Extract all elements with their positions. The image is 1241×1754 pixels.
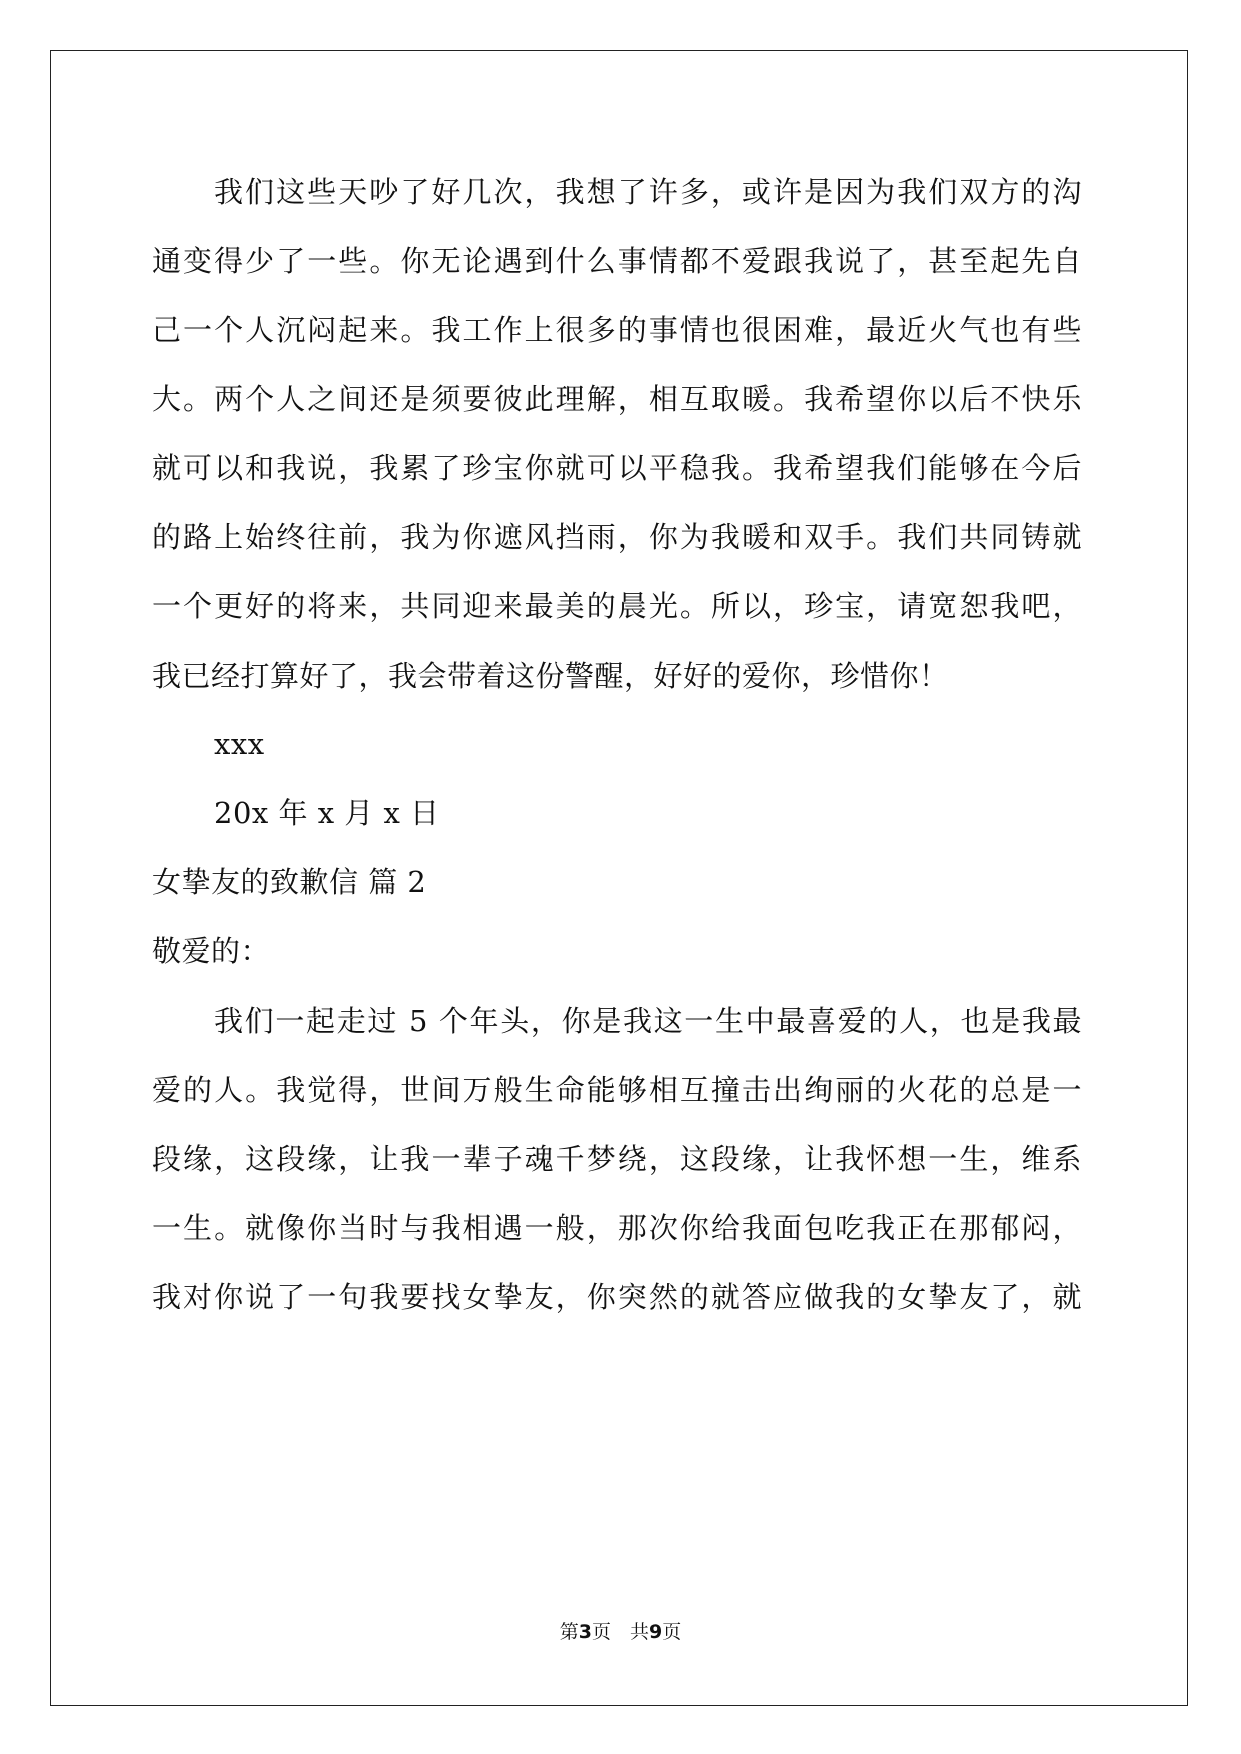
- paragraph-line: 一生。就像你当时与我相遇一般，那次你给我面包吃我正在那郁闷，: [152, 1211, 1082, 1245]
- paragraph-line: 就可以和我说，我累了珍宝你就可以平稳我。我希望我们能够在今后: [152, 451, 1082, 485]
- paragraph-line: 段缘，这段缘，让我一辈子魂千梦绕，这段缘，让我怀想一生，维系: [152, 1142, 1082, 1176]
- paragraph-line: 的路上始终往前，我为你遮风挡雨，你为我暖和双手。我们共同铸就: [152, 520, 1082, 554]
- paragraph-line: 我对你说了一句我要找女挚友，你突然的就答应做我的女挚友了，就: [152, 1280, 1082, 1314]
- paragraph-line: 我们这些天吵了好几次，我想了许多，或许是因为我们双方的沟: [214, 175, 1082, 209]
- paragraph-line: 我已经打算好了，我会带着这份警醒，好好的爱你，珍惜你！: [152, 659, 949, 693]
- salutation: 敬爱的：: [152, 934, 271, 968]
- signature-name: xxx: [214, 727, 265, 761]
- paragraph-line: 爱的人。我觉得，世间万般生命能够相互撞击出绚丽的火花的总是一: [152, 1073, 1082, 1107]
- current-page-number: 3: [578, 1621, 592, 1643]
- paragraph-line: 我们一起走过 5 个年头，你是我这一生中最喜爱的人，也是我最: [214, 1004, 1082, 1038]
- footer-prefix: 第: [559, 1621, 579, 1643]
- signature-date: 20x 年 x 月 x 日: [214, 796, 440, 830]
- total-page-number: 9: [649, 1621, 663, 1643]
- paragraph-line: 大。两个人之间还是须要彼此理解，相互取暖。我希望你以后不快乐: [152, 382, 1082, 416]
- section-heading: 女挚友的致歉信 篇 2: [152, 865, 427, 899]
- paragraph-line: 通变得少了一些。你无论遇到什么事情都不爱跟我说了，甚至起先自: [152, 244, 1082, 278]
- footer-suffix: 页: [662, 1621, 682, 1643]
- page-number-footer: [0, 1620, 1241, 1644]
- paragraph-line: 一个更好的将来，共同迎来最美的晨光。所以，珍宝，请宽恕我吧，: [152, 589, 1082, 623]
- paragraph-line: 己一个人沉闷起来。我工作上很多的事情也很困难，最近火气也有些: [152, 313, 1082, 347]
- footer-mid: 页 共: [591, 1621, 649, 1643]
